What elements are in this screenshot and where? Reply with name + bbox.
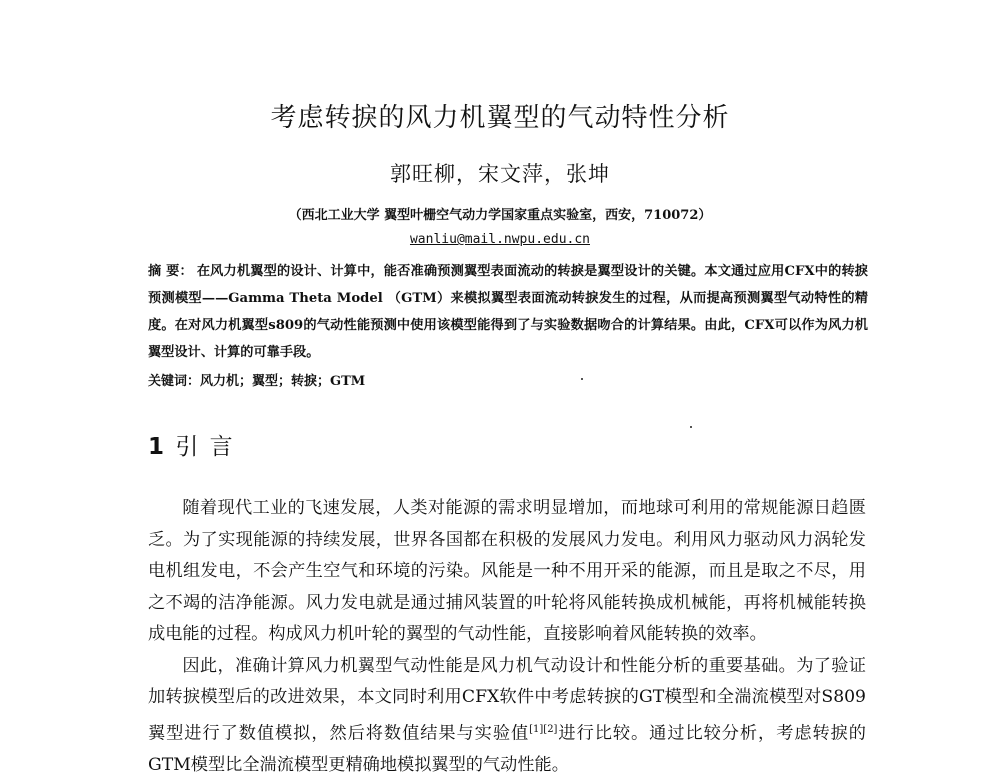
author-email [0, 232, 1000, 247]
section-number: 1 [148, 434, 166, 460]
keywords-text: 风力机；翼型；转捩；GTM [200, 374, 365, 389]
section-title: 引 言 [175, 434, 234, 460]
email-link[interactable]: wanliu@mail.nwpu.edu.cn [410, 232, 590, 247]
paragraph-2 [148, 651, 866, 781]
keywords-label: 关键词： [148, 374, 200, 389]
paragraph-1: 随着现代工业的飞速发展，人类对能源的需求明显增加，而地球可利用的常规能源日趋匮乏。为了实现能源的持续发展，世界各国都在积极的发展风力发电。利用风力驱动风力涡轮发电机组发电，不会产生空气和环境的污染。风能是一种不用开采的能源，而且是取之不尽，用之不竭的洁净能源。风力发电就是通过捕风装置的叶轮将风能转换成机械能，再将机械能转换成电能的过程。构成风力机叶轮的翼型的气动性能，直接影响着风能转换的效率。 [148, 493, 866, 651]
abstract [148, 258, 868, 366]
paper-affiliation: （西北工业大学 翼型叶栅空气动力学国家重点实验室，西安，710072） [0, 204, 1000, 223]
abstract-text: 在风力机翼型的设计、计算中，能否准确预测翼型表面流动的转捩是翼型设计的关键。本文通过应用CFX中的转捩预测模型——Gamma Theta Model （GTM）来模拟翼型表面流动转捩发生的过程，从而提高预测翼型气动特性的精度。在对风力机翼型s809的气动性能预测中使用该模型能得到了与实验数据吻合的计算结果。由此，CFX可以作为风力机翼型设计、计算的可靠手段。 [148, 264, 868, 360]
abstract-label: 摘 要： [148, 264, 193, 279]
paper-title: 考虑转捩的风力机翼型的气动特性分析 [0, 97, 1000, 134]
keywords [148, 370, 868, 389]
citation-ref[interactable]: [1][2] [529, 724, 557, 735]
section-heading [148, 428, 235, 461]
scan-speck [581, 378, 583, 380]
paragraph-2-part-a: 因此，准确计算风力机翼型气动性能是风力机气动设计和性能分析的重要基础。为了验证加转捩模型后的改进效果，本文同时利用CFX软件中考虑转捩的GT模型和全湍流模型对S809翼型进行了数值模拟，然后将数值结果与实验值 [148, 656, 866, 744]
body-text [148, 493, 866, 781]
scan-speck [690, 426, 692, 428]
paper-authors: 郭旺柳，宋文萍，张坤 [0, 158, 1000, 188]
paragraph-2-part-b: 进行比较。通过比较分析，考虑转捩的GTM模型比全湍流模型更精确地模拟翼型的气动性能。 [148, 723, 866, 775]
